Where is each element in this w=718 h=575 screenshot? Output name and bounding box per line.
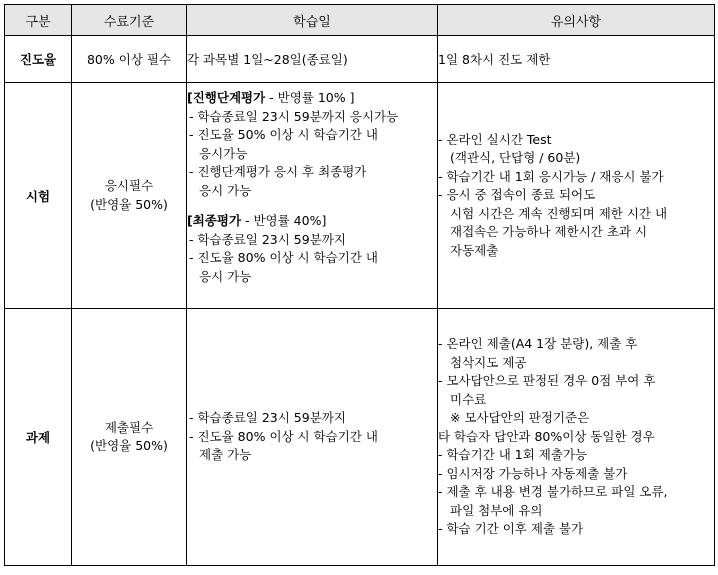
assignment-note: - 임시저장 가능하나 자동제출 불가 <box>438 465 628 481</box>
assignment-note: 미수료 <box>450 391 487 407</box>
assignment-note: - 모사답안으로 판정된 경우 0점 부여 후 <box>438 373 656 389</box>
assignment-criteria-required: 제출필수 <box>104 419 154 435</box>
progress-row <box>5 36 715 83</box>
exam-row <box>5 83 715 309</box>
header-row <box>5 5 715 36</box>
final-item: - 학습종료일 23시 59분까지 <box>189 231 346 247</box>
header-criteria: 수료기준 <box>72 5 187 36</box>
assignment-note: - 온라인 제출(A4 1장 분량), 제출 후 <box>438 336 638 352</box>
progress-study: 각 과목별 1일~28일(종료일) <box>187 36 438 83</box>
assignment-study-item: 제출 가능 <box>199 447 252 463</box>
midterm-title: [진행단계평가 - 반영률 10% ] <box>187 90 355 105</box>
exam-note: (객관식, 단답형 / 60분) <box>450 150 581 166</box>
exam-note: 재접속은 가능하나 제한시간 초과 시 <box>450 224 648 240</box>
assignment-notes <box>438 309 715 566</box>
assignment-note: ※ 모사답안의 판정기준은 <box>450 410 590 426</box>
assignment-note: - 학습 기간 이후 제출 불가 <box>438 521 584 537</box>
exam-note: 자동제출 <box>450 242 499 258</box>
header-study-period: 학습일 <box>187 5 438 36</box>
exam-category: 시험 <box>5 83 72 309</box>
assignment-note: 타 학습자 답안과 80%이상 동일한 경우 <box>438 428 655 444</box>
final-title: [최종평가 - 반영률 40%] <box>187 213 327 228</box>
assignment-study-item: - 학습종료일 23시 59분까지 <box>189 410 346 426</box>
course-completion-table <box>4 4 715 566</box>
exam-note: - 응시 중 접속이 종료 되어도 <box>438 187 596 203</box>
assignment-note: 첨삭지도 제공 <box>450 354 527 370</box>
progress-category: 진도율 <box>5 36 72 83</box>
assignment-criteria-weight: (반영율 50%) <box>90 438 168 453</box>
progress-criteria: 80% 이상 필수 <box>72 36 187 83</box>
exam-criteria-weight: (반영율 50%) <box>90 196 168 212</box>
exam-note: 시험 시간은 계속 진행되며 제한 시간 내 <box>450 205 668 221</box>
assignment-note: - 학습기간 내 1회 제출가능 <box>438 447 588 463</box>
assignment-category: 과제 <box>5 309 72 566</box>
assignment-criteria <box>72 309 187 566</box>
header-category: 구분 <box>5 5 72 36</box>
exam-study <box>187 83 438 309</box>
exam-criteria <box>72 83 187 309</box>
assignment-study-item: - 진도율 80% 이상 시 학습기간 내 <box>189 428 378 444</box>
midterm-item: - 학습종료일 23시 59분까지 응시가능 <box>189 108 399 124</box>
header-notes: 유의사항 <box>438 5 715 36</box>
final-item: 응시 가능 <box>199 268 252 284</box>
midterm-item: 응시가능 <box>199 145 248 161</box>
midterm-item: - 진도율 50% 이상 시 학습기간 내 <box>189 127 378 142</box>
assignment-note: 파일 첨부에 유의 <box>450 502 543 518</box>
exam-notes <box>438 83 715 309</box>
midterm-item: - 진행단계평가 응시 후 최종평가 <box>189 164 367 179</box>
midterm-item: 응시 가능 <box>199 182 252 198</box>
final-item: - 진도율 80% 이상 시 학습기간 내 <box>189 250 378 265</box>
progress-notes: 1일 8차시 진도 제한 <box>438 36 715 83</box>
assignment-study <box>187 309 438 566</box>
assignment-note: - 제출 후 내용 변경 불가하므로 파일 오류, <box>438 484 668 500</box>
exam-note: - 학습기간 내 1회 응시가능 / 재응시 불가 <box>438 168 664 184</box>
exam-criteria-required: 응시필수 <box>104 178 154 193</box>
assignment-row <box>5 309 715 566</box>
exam-note: - 온라인 실시간 Test <box>438 131 552 147</box>
